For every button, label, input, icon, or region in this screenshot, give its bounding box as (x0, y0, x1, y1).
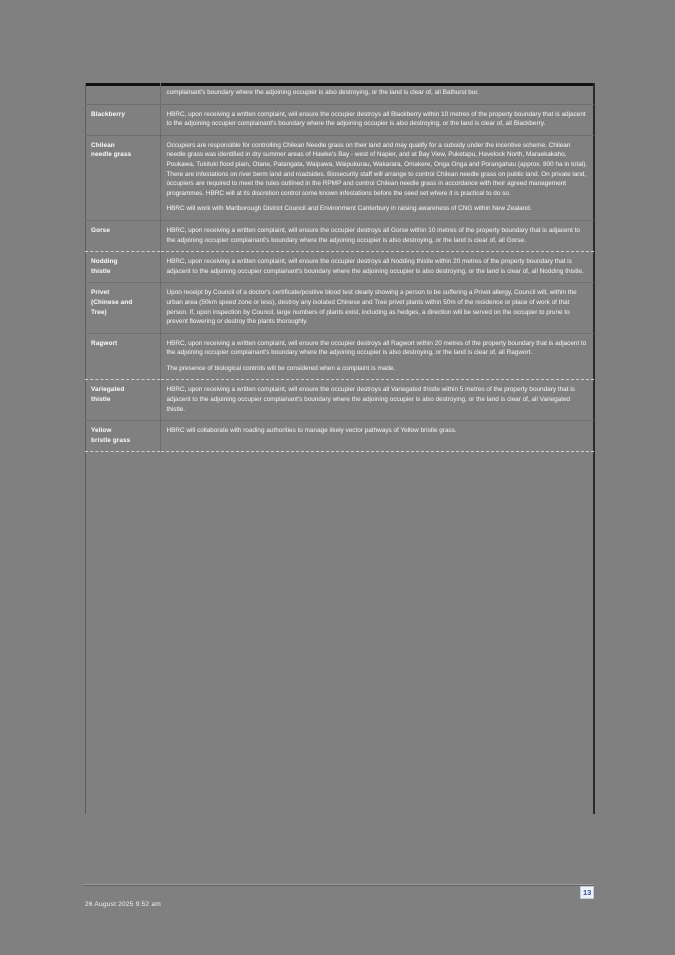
page-number-badge: 13 (580, 886, 594, 899)
pest-name-cell (85, 252, 160, 283)
rule-text-cell (160, 252, 594, 283)
rule-paragraph: HBRC, upon receiving a written complaint, will ensure the occupier destroys all Variegated thistle within 5 metres of the property boundary that is adjacent to the adjoining occupier complainant's boundary where the adjoining occupier is also destroying, or the land is clear of, all Variegated thistle. (166, 386, 575, 413)
pest-name-line: Ragwort (91, 339, 118, 347)
pest-name-line: Blackberry (91, 110, 126, 118)
rule-text-cell (160, 220, 594, 251)
pest-name-cell (85, 333, 160, 380)
footer-timestamp: 26 August 2025 9:52 am (85, 901, 161, 908)
rule-text-cell (160, 83, 594, 104)
table-row (85, 252, 594, 283)
rule-paragraph: HBRC, upon receiving a written complaint, will ensure the occupier destroys all Nodding thistle within 20 metres of the property boundary that is adjacent to the adjoining occupier complainant's boundary where the adjoining occupier is also destroying, or the land is clear of, all Nodding thistle. (166, 258, 584, 275)
pest-name-cell (85, 83, 160, 104)
rule-text-cell (160, 333, 594, 380)
rule-paragraph: The presence of biological controls will be considered when a complaint is made. (166, 364, 396, 372)
table-row (85, 135, 594, 220)
rule-text-cell (160, 283, 594, 333)
pest-rules-table (85, 83, 594, 452)
pest-name-cell (85, 421, 160, 452)
pest-name-line: Variegated (91, 386, 125, 394)
rule-text-cell (160, 380, 594, 421)
table-body (85, 83, 594, 452)
rule-text-cell (160, 135, 594, 220)
rule-paragraph: Occupiers are responsible for controlling Chilean Needle grass on their land and may qualify for a subsidy under the incentive scheme. Chilean needle grass was identified in dry summer areas of Hawke's Bay - west of Napier, and at Bay View, Puketapu, Havelock North, Maraekakaho, Poukawa, Tukituki flood plain, Otane, Patangata, Waipawa, Waipukurau, Wakarara, Omakere, Onga Onga and Porangahau (approx. 800 ha in total). There are infestations on river berm land and roadsides. Biosecurity staff will arrange to control Chilean needle grass on public land. On private land, occupiers are required to meet the rules outlined in the RPMP and control Chilean needle grass in accordance with their agreed management programmes. HBRC will at its discretion control some known infestations before the seed set where it is practical to do so. (166, 141, 588, 197)
pest-name-line: Privet (91, 289, 110, 297)
rule-paragraph: Upon receipt by Council of a doctor's certificate/positive blood test clearly showing a person to be suffering a Privet allergy, Council will, within the urban area (50km speed zone or less), destroy any isolated Chinese and Tree privet plants within 50m of the residence or place of work of that person. If, upon inspection by Council, large numbers of plants exist, including as hedges, a direction will be served on the occupier to prune to prevent flowering or destroy the plants thoroughly. (166, 289, 577, 326)
table-row (85, 83, 594, 104)
pest-name-line: needle grass (91, 151, 132, 159)
table-row (85, 421, 594, 452)
table-row (85, 283, 594, 333)
rule-paragraph: HBRC, upon receiving a written complaint, will ensure the occupier destroys all Blackberry within 10 metres of the property boundary that is adjacent to the adjoining occupier complainant's boundary where the adjoining occupier is also destroying, or the land is clear of, all Blackberry. (166, 110, 586, 128)
pest-name-line: bristle grass (91, 436, 131, 444)
pest-name-cell (85, 380, 160, 421)
table-row (85, 104, 594, 135)
pest-name-line: thistle (91, 396, 111, 404)
rule-paragraph: HBRC will collaborate with roading authorities to manage likely vector pathways of Yellow bristle grass. (166, 427, 457, 435)
rule-paragraph: HBRC, upon receiving a written complaint, will ensure the occupier destroys all Ragwort within 20 metres of the property boundary that is adjacent to the adjoining occupier complainant's boundary where the adjoining occupier is also destroying, or the land is clear of, all Ragwort. (166, 339, 587, 357)
pest-name-cell (85, 135, 160, 220)
pest-name-line: Gorse (91, 226, 110, 234)
pest-name-line: thistle (91, 267, 111, 275)
rule-text-cell (160, 104, 594, 135)
pest-name-cell (85, 283, 160, 333)
pest-name-line: Tree) (91, 308, 107, 316)
pest-name-cell (85, 104, 160, 135)
rule-paragraph: complainant's boundary where the adjoining occupier is also destroying, or the land is clear of, all Bathurst bur. (166, 89, 479, 96)
footer-divider (85, 884, 594, 886)
pest-name-line: Chilean (91, 141, 115, 149)
pest-name-cell (85, 220, 160, 251)
pest-name-line: Nodding (91, 258, 118, 266)
rule-paragraph: HBRC will work with Marlborough District Council and Environment Canterbury in raising awareness of CNG within New Zealand. (166, 205, 532, 213)
rule-paragraph: HBRC, upon receiving a written complaint, will ensure the occupier destroys all Gorse within 10 metres of the property boundary that is adjacent to the adjoining occupier complainant's boundary where the adjoining occupier is also destroying, or the land is clear of, all Gorse. (166, 226, 580, 244)
pest-name-line: (Chinese and (91, 298, 133, 306)
rule-text-cell (160, 421, 594, 452)
pest-name-line: Yellow (91, 427, 112, 435)
table-row (85, 380, 594, 421)
table-row (85, 333, 594, 380)
table-row (85, 220, 594, 251)
